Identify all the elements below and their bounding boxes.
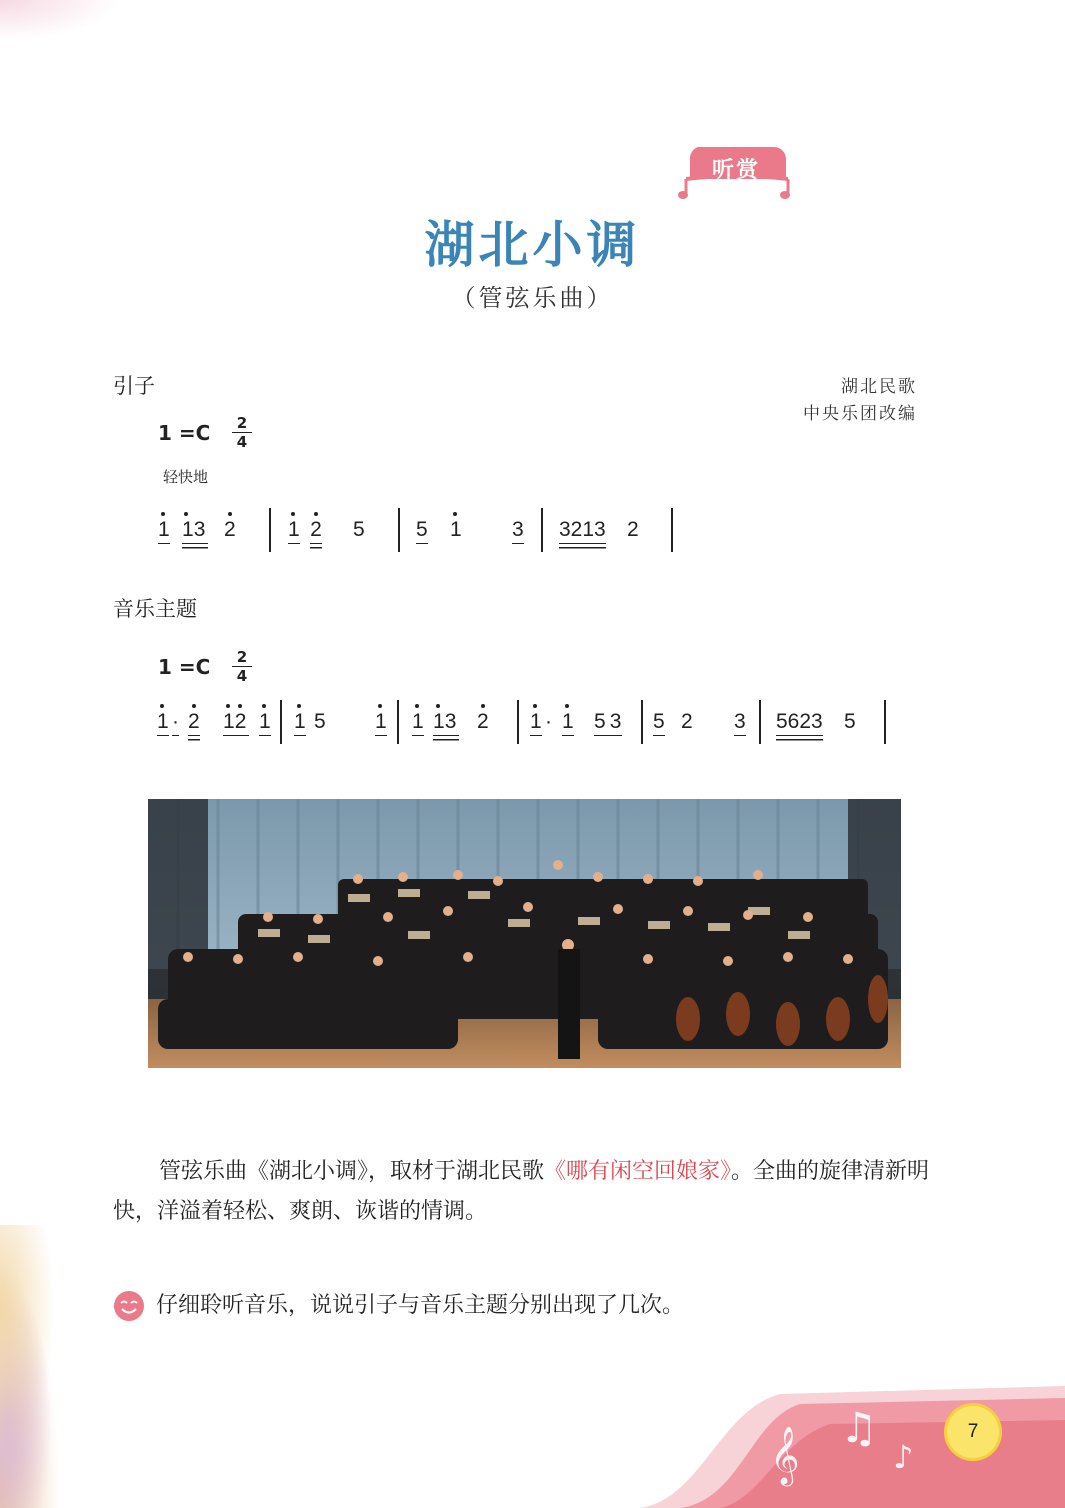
footer-decoration bbox=[0, 1380, 1065, 1508]
note: 1 bbox=[259, 710, 271, 736]
note: 1 bbox=[530, 710, 542, 736]
barline bbox=[759, 700, 761, 744]
note-group: 13 bbox=[433, 710, 459, 736]
note: 2 bbox=[627, 518, 639, 541]
orchestra-illustration bbox=[148, 799, 901, 1068]
note-group: 13 bbox=[182, 518, 208, 544]
paragraph-part2: 。全曲的旋律清新明快，洋溢着轻松、爽朗、诙谐的情调。 bbox=[113, 1159, 930, 1224]
note: 5 bbox=[653, 710, 665, 736]
page-subtitle: （管弦乐曲） bbox=[451, 284, 614, 312]
note: 5 bbox=[844, 710, 856, 733]
barline bbox=[398, 508, 400, 552]
note: 3 bbox=[512, 518, 524, 544]
barline bbox=[541, 508, 543, 552]
note: 3 bbox=[734, 710, 746, 736]
listening-prompt: 仔细聆听音乐，说说引子与音乐主题分别出现了几次。 bbox=[156, 1293, 685, 1318]
note: · bbox=[172, 710, 179, 736]
barline bbox=[397, 700, 399, 744]
meter-bottom: 4 bbox=[236, 433, 248, 451]
svg-text:𝄞: 𝄞 bbox=[770, 1426, 800, 1484]
badge-label: 听赏 bbox=[711, 158, 760, 183]
note: 2 bbox=[681, 710, 693, 733]
svg-text:♪: ♪ bbox=[893, 1438, 914, 1476]
intro-notation bbox=[150, 508, 690, 556]
note-group: 3213 bbox=[559, 518, 606, 544]
credit-origin: 湖北民歌 bbox=[841, 377, 917, 397]
note: 1 bbox=[157, 710, 169, 736]
intro-key: 1 =C bbox=[158, 421, 211, 445]
theme-meter bbox=[232, 649, 252, 684]
note-group: 5623 bbox=[776, 710, 823, 736]
note: 5 bbox=[416, 518, 428, 544]
note: 1 bbox=[288, 518, 300, 544]
paragraph-part1: 管弦乐曲《湖北小调》，取材于湖北民歌 bbox=[159, 1159, 545, 1184]
note: 2 bbox=[188, 710, 200, 736]
theme-key: 1 =C bbox=[158, 655, 211, 679]
barline bbox=[269, 508, 271, 552]
meter-bottom: 4 bbox=[236, 667, 248, 685]
tempo-marking: 轻快地 bbox=[163, 468, 209, 486]
note: 5 bbox=[314, 710, 326, 733]
credit-arranger: 中央乐团改编 bbox=[803, 404, 917, 424]
page-title: 湖北小调 bbox=[424, 216, 641, 274]
barline bbox=[517, 700, 519, 744]
intro-meter bbox=[232, 415, 252, 450]
note-group: 53 bbox=[594, 710, 622, 736]
barline bbox=[280, 700, 282, 744]
note: 2 bbox=[310, 518, 322, 544]
listening-badge bbox=[678, 143, 794, 205]
meter-top: 2 bbox=[236, 648, 248, 666]
barline bbox=[641, 700, 643, 744]
note: 1 bbox=[375, 710, 387, 736]
footer-wave bbox=[0, 1380, 1065, 1508]
note: 5 bbox=[353, 518, 365, 541]
description-paragraph bbox=[113, 1152, 943, 1232]
note-group: 12 bbox=[223, 710, 249, 736]
note: 2 bbox=[224, 518, 236, 541]
smile-icon bbox=[113, 1290, 145, 1322]
note: 1 bbox=[158, 518, 170, 544]
orchestra-photo bbox=[148, 799, 901, 1068]
barline bbox=[671, 508, 673, 552]
note: 1 bbox=[294, 710, 306, 736]
song-title-highlight: 《哪有闲空回娘家》 bbox=[544, 1159, 732, 1184]
note: 2 bbox=[477, 710, 489, 733]
note: 1 bbox=[450, 518, 462, 541]
theme-label: 音乐主题 bbox=[113, 597, 197, 621]
note: · bbox=[545, 710, 552, 733]
barline bbox=[884, 700, 886, 744]
note: 1 bbox=[412, 710, 424, 736]
meter-top: 2 bbox=[236, 414, 248, 432]
svg-text:♫: ♫ bbox=[840, 1403, 878, 1452]
intro-label: 引子 bbox=[113, 374, 155, 398]
theme-notation bbox=[150, 700, 890, 748]
note: 1 bbox=[562, 710, 574, 736]
corner-decoration bbox=[0, 0, 120, 40]
page-number: 7 bbox=[944, 1403, 1002, 1461]
